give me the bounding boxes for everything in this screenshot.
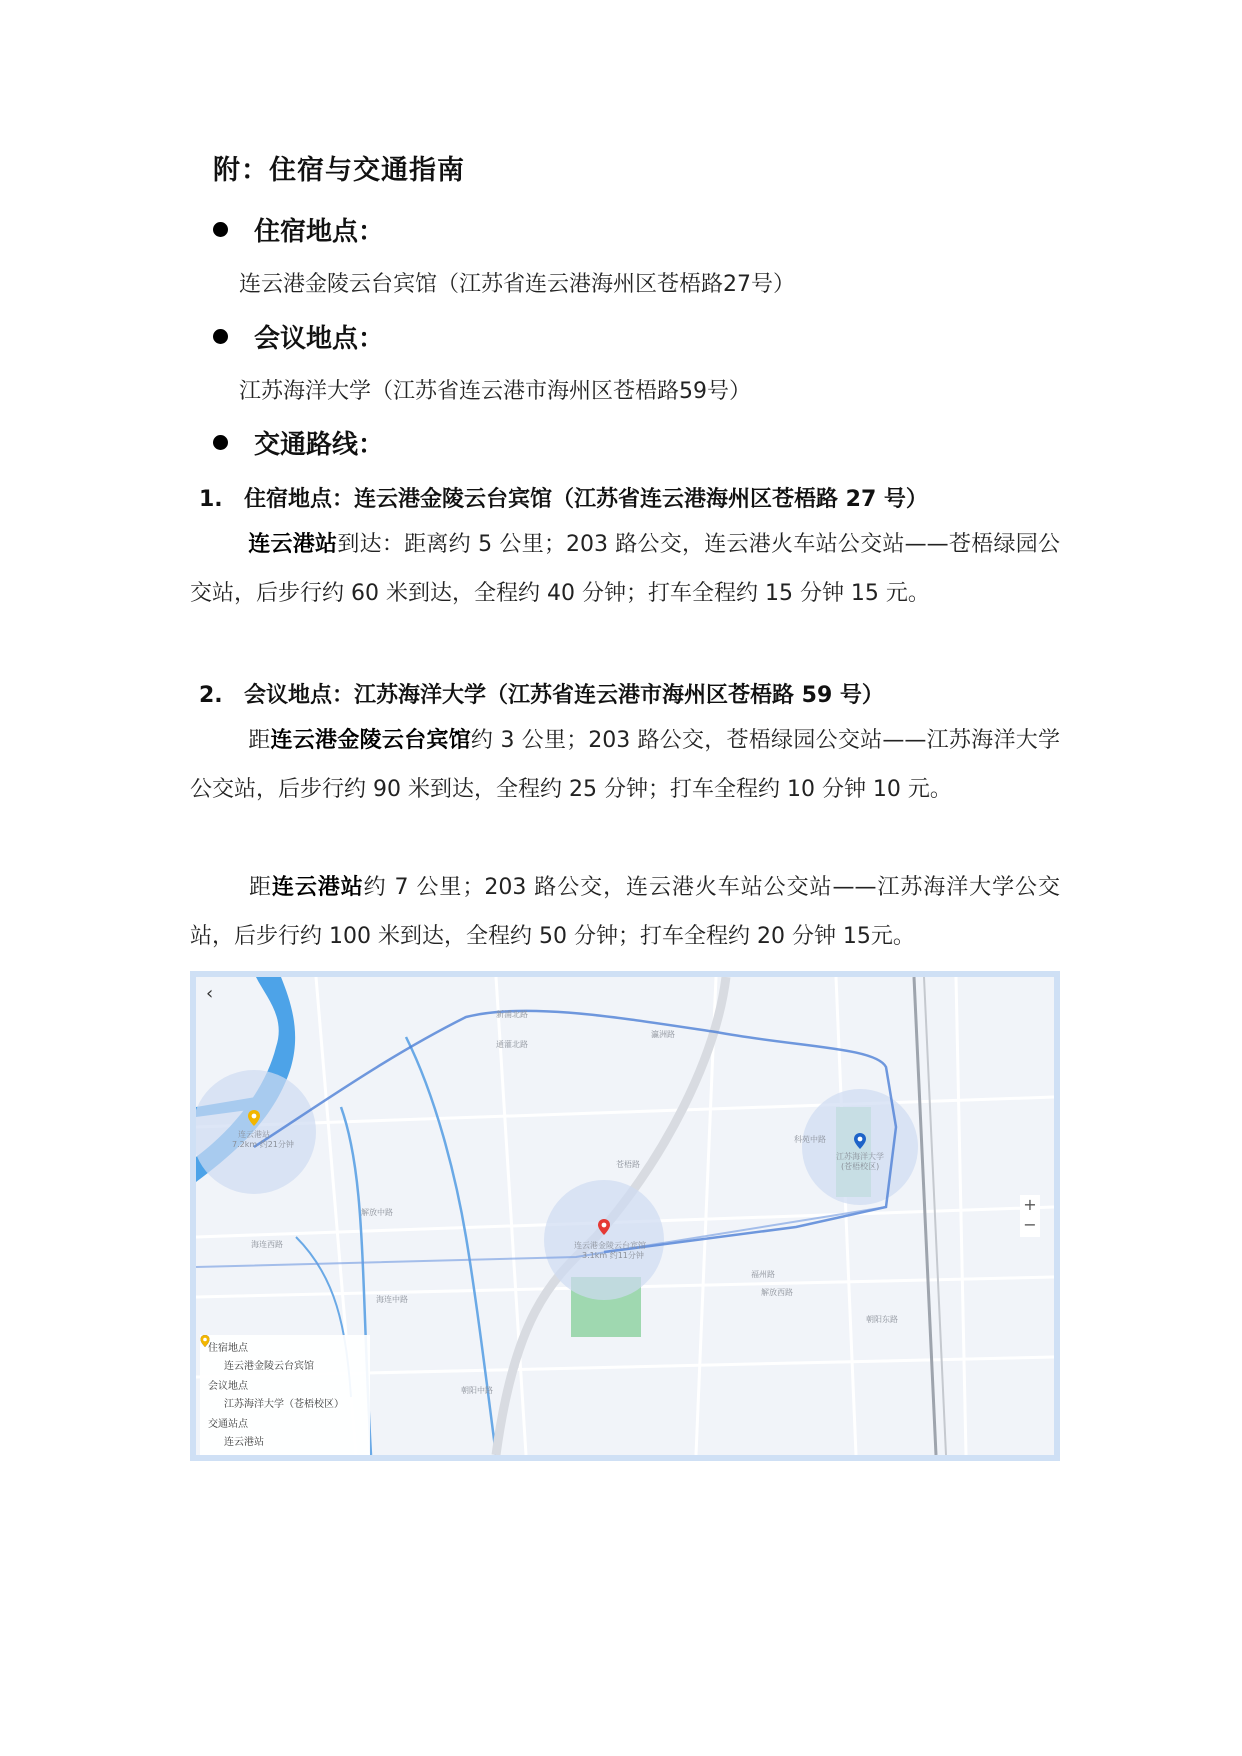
route2-p2-pre: 距 — [248, 875, 272, 900]
page-title: 附：住宿与交通指南 — [213, 155, 465, 186]
hotel-radius — [544, 1180, 664, 1300]
route1-text: 到达：距离约 5 公里；203 路公交，连云港火车站公交站——苍梧绿园公交站，后步行约 60 米到达，全程约 40 分钟；打车全程约 15 分钟 15 元。 — [190, 532, 1060, 606]
road-label: 苍梧路 — [616, 1160, 640, 1169]
station-sub: 7.2km 约21分钟 — [232, 1140, 294, 1149]
route2-paragraph2 — [190, 863, 1060, 961]
bullet-icon — [213, 222, 228, 237]
yellow-pin-icon — [200, 1335, 210, 1347]
route2-p1-text: 约 3 公里；203 路公交，苍梧绿园公交站——江苏海洋大学公交站，后步行约 90 米到达，全程约 25 分钟；打车全程约 10 分钟 10 元。 — [190, 728, 1060, 802]
road-label: 解放西路 — [761, 1288, 793, 1297]
meeting-heading — [213, 318, 384, 355]
zoom-in-button[interactable]: + — [1023, 1195, 1037, 1214]
univ-label: 江苏海洋大学 — [836, 1152, 884, 1161]
route1-bold: 连云港站 — [248, 532, 338, 557]
hotel-label: 连云港金陵云台宾馆 — [574, 1241, 646, 1250]
route-heading — [213, 424, 384, 461]
route1-paragraph — [190, 520, 1060, 618]
road-label: 朝阳东路 — [866, 1315, 898, 1324]
road-label: 瀛洲路 — [651, 1030, 675, 1039]
zoom-out-button[interactable]: − — [1023, 1215, 1037, 1234]
road-label: 科苑中路 — [794, 1135, 826, 1144]
legend-item-univ — [208, 1395, 362, 1415]
bullet-icon — [213, 435, 228, 450]
route-map[interactable] — [190, 971, 1060, 1461]
legend-item-station — [208, 1433, 362, 1453]
route2-paragraph1 — [190, 716, 1060, 814]
bullet-icon — [213, 329, 228, 344]
legend-category: 交通站点 — [208, 1419, 248, 1430]
legend-item-hotel — [208, 1357, 362, 1377]
lodging-address: 连云港金陵云台宾馆（江苏省连云港海州区苍梧路27号） — [239, 272, 795, 297]
road-label: 朝阳中路 — [461, 1386, 493, 1395]
route2-p2-bold: 连云港站 — [271, 875, 364, 900]
legend-category: 住宿地点 — [208, 1343, 248, 1354]
route2-title: 会议地点：江苏海洋大学（江苏省连云港市海州区苍梧路 59 号） — [244, 683, 884, 708]
map-legend — [200, 1335, 370, 1455]
route2-number: 2. — [199, 683, 223, 708]
route2-heading — [199, 678, 884, 709]
road-label: 通灌北路 — [496, 1040, 528, 1049]
road-label: 新浦北路 — [496, 1010, 528, 1019]
road-label: 海连中路 — [376, 1295, 408, 1304]
lodging-label: 住宿地点： — [254, 217, 385, 247]
legend-item-label: 连云港站 — [224, 1437, 264, 1448]
hotel-sub: 3.1km 约11分钟 — [582, 1251, 644, 1260]
route1-heading — [199, 482, 928, 513]
route-label: 交通路线： — [254, 430, 385, 460]
route1-number: 1. — [199, 487, 223, 512]
lodging-heading — [213, 211, 384, 248]
map-back-icon[interactable]: ‹ — [206, 983, 214, 1004]
meeting-label: 会议地点： — [254, 324, 385, 354]
univ-sub: (苍梧校区) — [841, 1162, 880, 1171]
road-label: 海连西路 — [251, 1240, 283, 1249]
station-label: 连云港站 — [238, 1130, 270, 1139]
route1-title: 住宿地点：连云港金陵云台宾馆（江苏省连云港海州区苍梧路 27 号） — [244, 487, 928, 512]
route2-p2-text: 约 7 公里；203 路公交，连云港火车站公交站——江苏海洋大学公交站，后步行约 100 米到达，全程约 50 分钟；打车全程约 20 分钟 15元。 — [190, 875, 1060, 949]
route2-p1-bold: 连云港金陵云台宾馆 — [270, 728, 471, 753]
road-label: 福州路 — [751, 1270, 775, 1279]
railway — [924, 977, 946, 1455]
road-label: 解放中路 — [361, 1208, 393, 1217]
meeting-address: 江苏海洋大学（江苏省连云港市海州区苍梧路59号） — [239, 379, 751, 404]
legend-item-label: 连云港金陵云台宾馆 — [224, 1361, 314, 1372]
zoom-control — [1020, 1195, 1040, 1237]
legend-item-label: 江苏海洋大学（苍梧校区） — [224, 1399, 344, 1410]
route2-p1-pre: 距 — [248, 728, 271, 753]
railway — [914, 977, 936, 1455]
legend-category: 会议地点 — [208, 1381, 248, 1392]
